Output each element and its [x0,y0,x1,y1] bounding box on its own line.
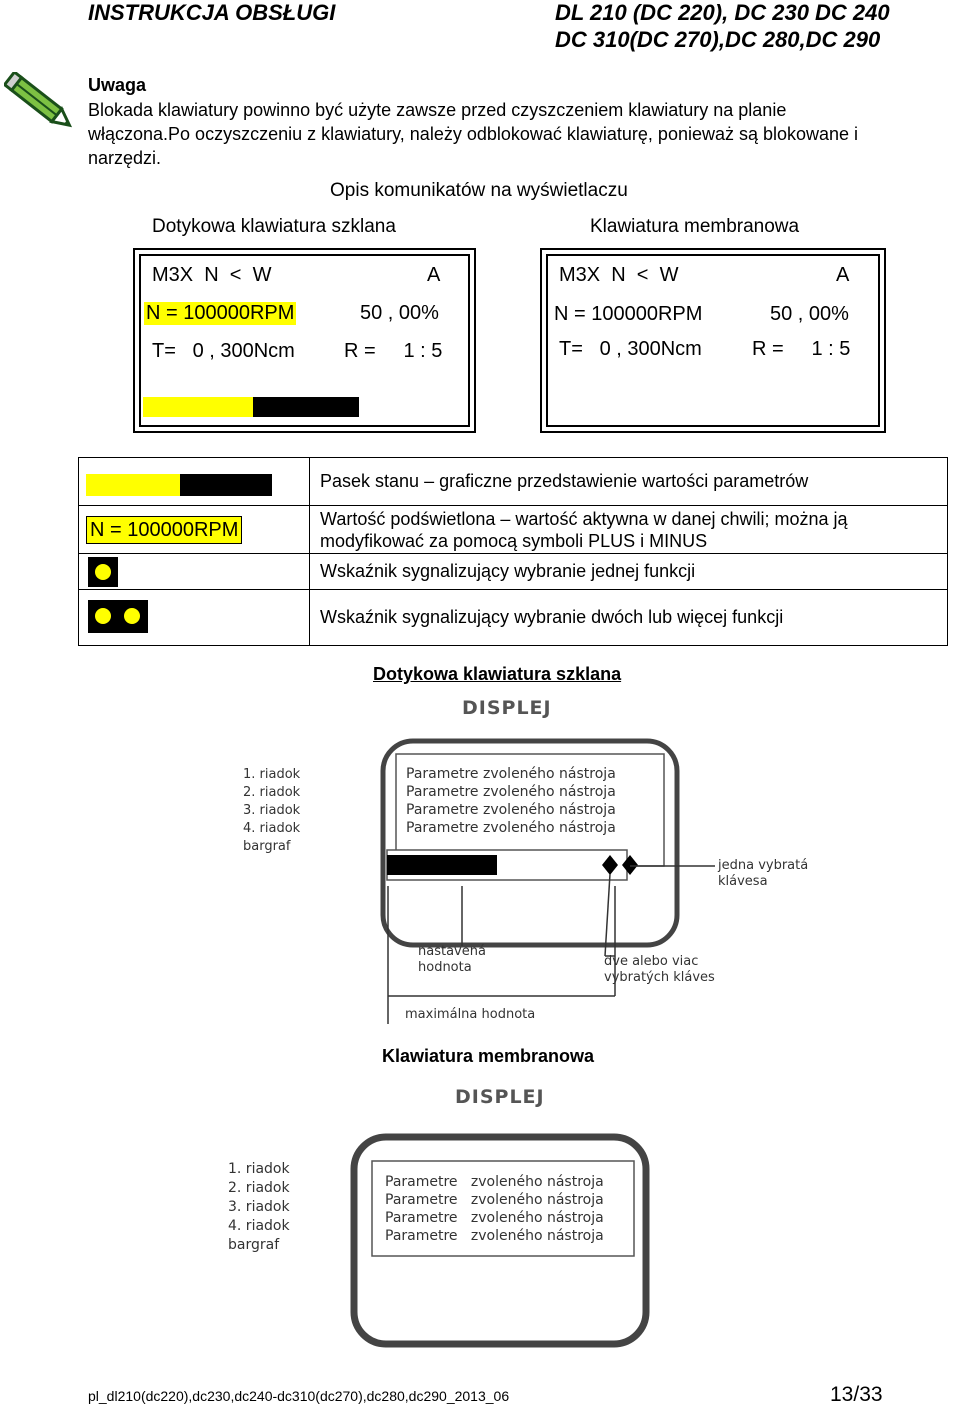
legend-row-bar [79,458,948,506]
doc-title: INSTRUKCJA OBSŁUGI [88,0,336,25]
note-title: Uwaga [88,75,147,95]
figure1-param-1: Parametre zvoleného nástroja [406,766,616,782]
figure2-param-3: Parametre zvoleného nástroja [385,1210,604,1226]
dot-icon [95,564,111,580]
note-line-1: Blokada klawiatury powinno być użyte zawsze przed czyszczeniem klawiatury na planie [88,100,787,120]
dot-icon [95,608,111,624]
max-value-label: maximálna hodnota [405,1007,536,1022]
figure2-param-2: Parametre zvoleného nástroja [385,1192,604,1208]
two-keys-label-1: dve alebo viac [604,954,699,969]
legend-bar-remaining [180,474,272,496]
figure2-row-label-3: 3. riadok [228,1199,290,1215]
note-line-3: narzędzi. [88,148,162,168]
figure2-row-label-1: 1. riadok [228,1161,290,1177]
glass-bargraph-remaining [253,397,359,417]
footer-filename: pl_dl210(dc220),dc230,dc240-dc310(dc270),dc280,dc290_2013_06 [88,1388,510,1404]
membrane-heading: Klawiatura membranowa [590,216,800,237]
figure1-bargraf-label: bargraf [243,839,291,854]
glass-rpm-highlighted: N = 100000RPM [146,302,295,324]
one-key-label-2: klávesa [718,874,768,889]
figure1-row-label-2: 2. riadok [243,785,301,800]
glass-row3-right: R = 1 : 5 [344,340,443,362]
legend-highlight-desc-2: modyfikować za pomocą symboli PLUS i MINUS [320,530,708,551]
page-number: 13/33 [830,1383,883,1406]
membrane-row2-left: N = 100000RPM [554,303,703,325]
one-key-label-1: jedna vybratá [718,858,809,873]
figure1-param-4: Parametre zvoleného nástroja [406,820,616,836]
membrane-row1-left: M3X N < W [559,264,679,286]
set-value-label-1: nastavená [418,944,486,959]
figure1-row-label-3: 3. riadok [243,803,301,818]
legend-two-dots-desc: Wskaźnik sygnalizujący wybranie dwóch lub więcej funkcji [310,590,948,646]
figure1-callout-lines [380,856,720,1026]
glass-row3-left: T= 0 , 300Ncm [152,340,295,362]
figure1-row-label-4: 4. riadok [243,821,301,836]
figure2-param-4: Parametre zvoleného nástroja [385,1228,604,1244]
glass-row2-right: 50 , 00% [360,302,439,324]
membrane-row2-right: 50 , 00% [770,303,849,325]
legend-row-highlight [79,506,948,554]
legend-bar-desc: Pasek stanu – graficzne przedstawienie wartości parametrów [310,458,948,506]
legend-row-two-dots [79,590,948,646]
legend-highlight-sample: N = 100000RPM [86,516,242,544]
figure2-param-1: Parametre zvoleného nástroja [385,1174,604,1190]
legend-highlight-desc-1: Wartość podświetlona – wartość aktywna w danej chwili; można ją [320,508,848,529]
membrane-row3-right: R = 1 : 5 [752,338,851,360]
figure1-param-2: Parametre zvoleného nástroja [406,784,616,800]
legend-row-one-dot [79,554,948,590]
legend-bar-value [86,474,180,496]
model-line-1: DL 210 (DC 220), DC 230 DC 240 [555,0,890,25]
note-line-2: włączona.Po oczyszczeniu z klawiatury, należy odblokować klawiaturę, ponieważ są blokowane i [88,124,859,144]
membrane-row1-right: A [836,264,850,286]
figure2-row-label-2: 2. riadok [228,1180,290,1196]
model-line-2: DC 310(DC 270),DC 280,DC 290 [555,27,881,52]
glass-heading: Dotykowa klawiatura szklana [152,216,396,237]
figure1-title: DISPLEJ [462,697,552,719]
dot-icon [124,608,140,624]
figure2-row-label-4: 4. riadok [228,1218,290,1234]
two-keys-label-2: vybratých kláves [604,970,715,985]
single-indicator [88,557,118,587]
figure2-caption: Klawiatura membranowa [382,1046,595,1066]
legend-one-dot-desc: Wskaźnik sygnalizujący wybranie jednej funkcji [310,554,948,590]
glass-row1-right: A [427,264,441,286]
pencil-icon [4,72,80,138]
glass-bargraph-value [143,397,253,417]
double-indicator [88,600,148,633]
figure1-param-3: Parametre zvoleného nástroja [406,802,616,818]
figure1-row-label-1: 1. riadok [243,767,301,782]
figure2-title: DISPLEJ [455,1086,545,1108]
set-value-label-2: hodnota [418,960,472,975]
figure2-bargraf-label: bargraf [228,1237,280,1253]
glass-row1-left: M3X N < W [152,264,272,286]
figure1-caption: Dotykowa klawiatura szklana [373,664,622,684]
legend-table [78,457,948,646]
membrane-row3-left: T= 0 , 300Ncm [559,338,702,360]
section-title: Opis komunikatów na wyświetlaczu [330,180,628,201]
